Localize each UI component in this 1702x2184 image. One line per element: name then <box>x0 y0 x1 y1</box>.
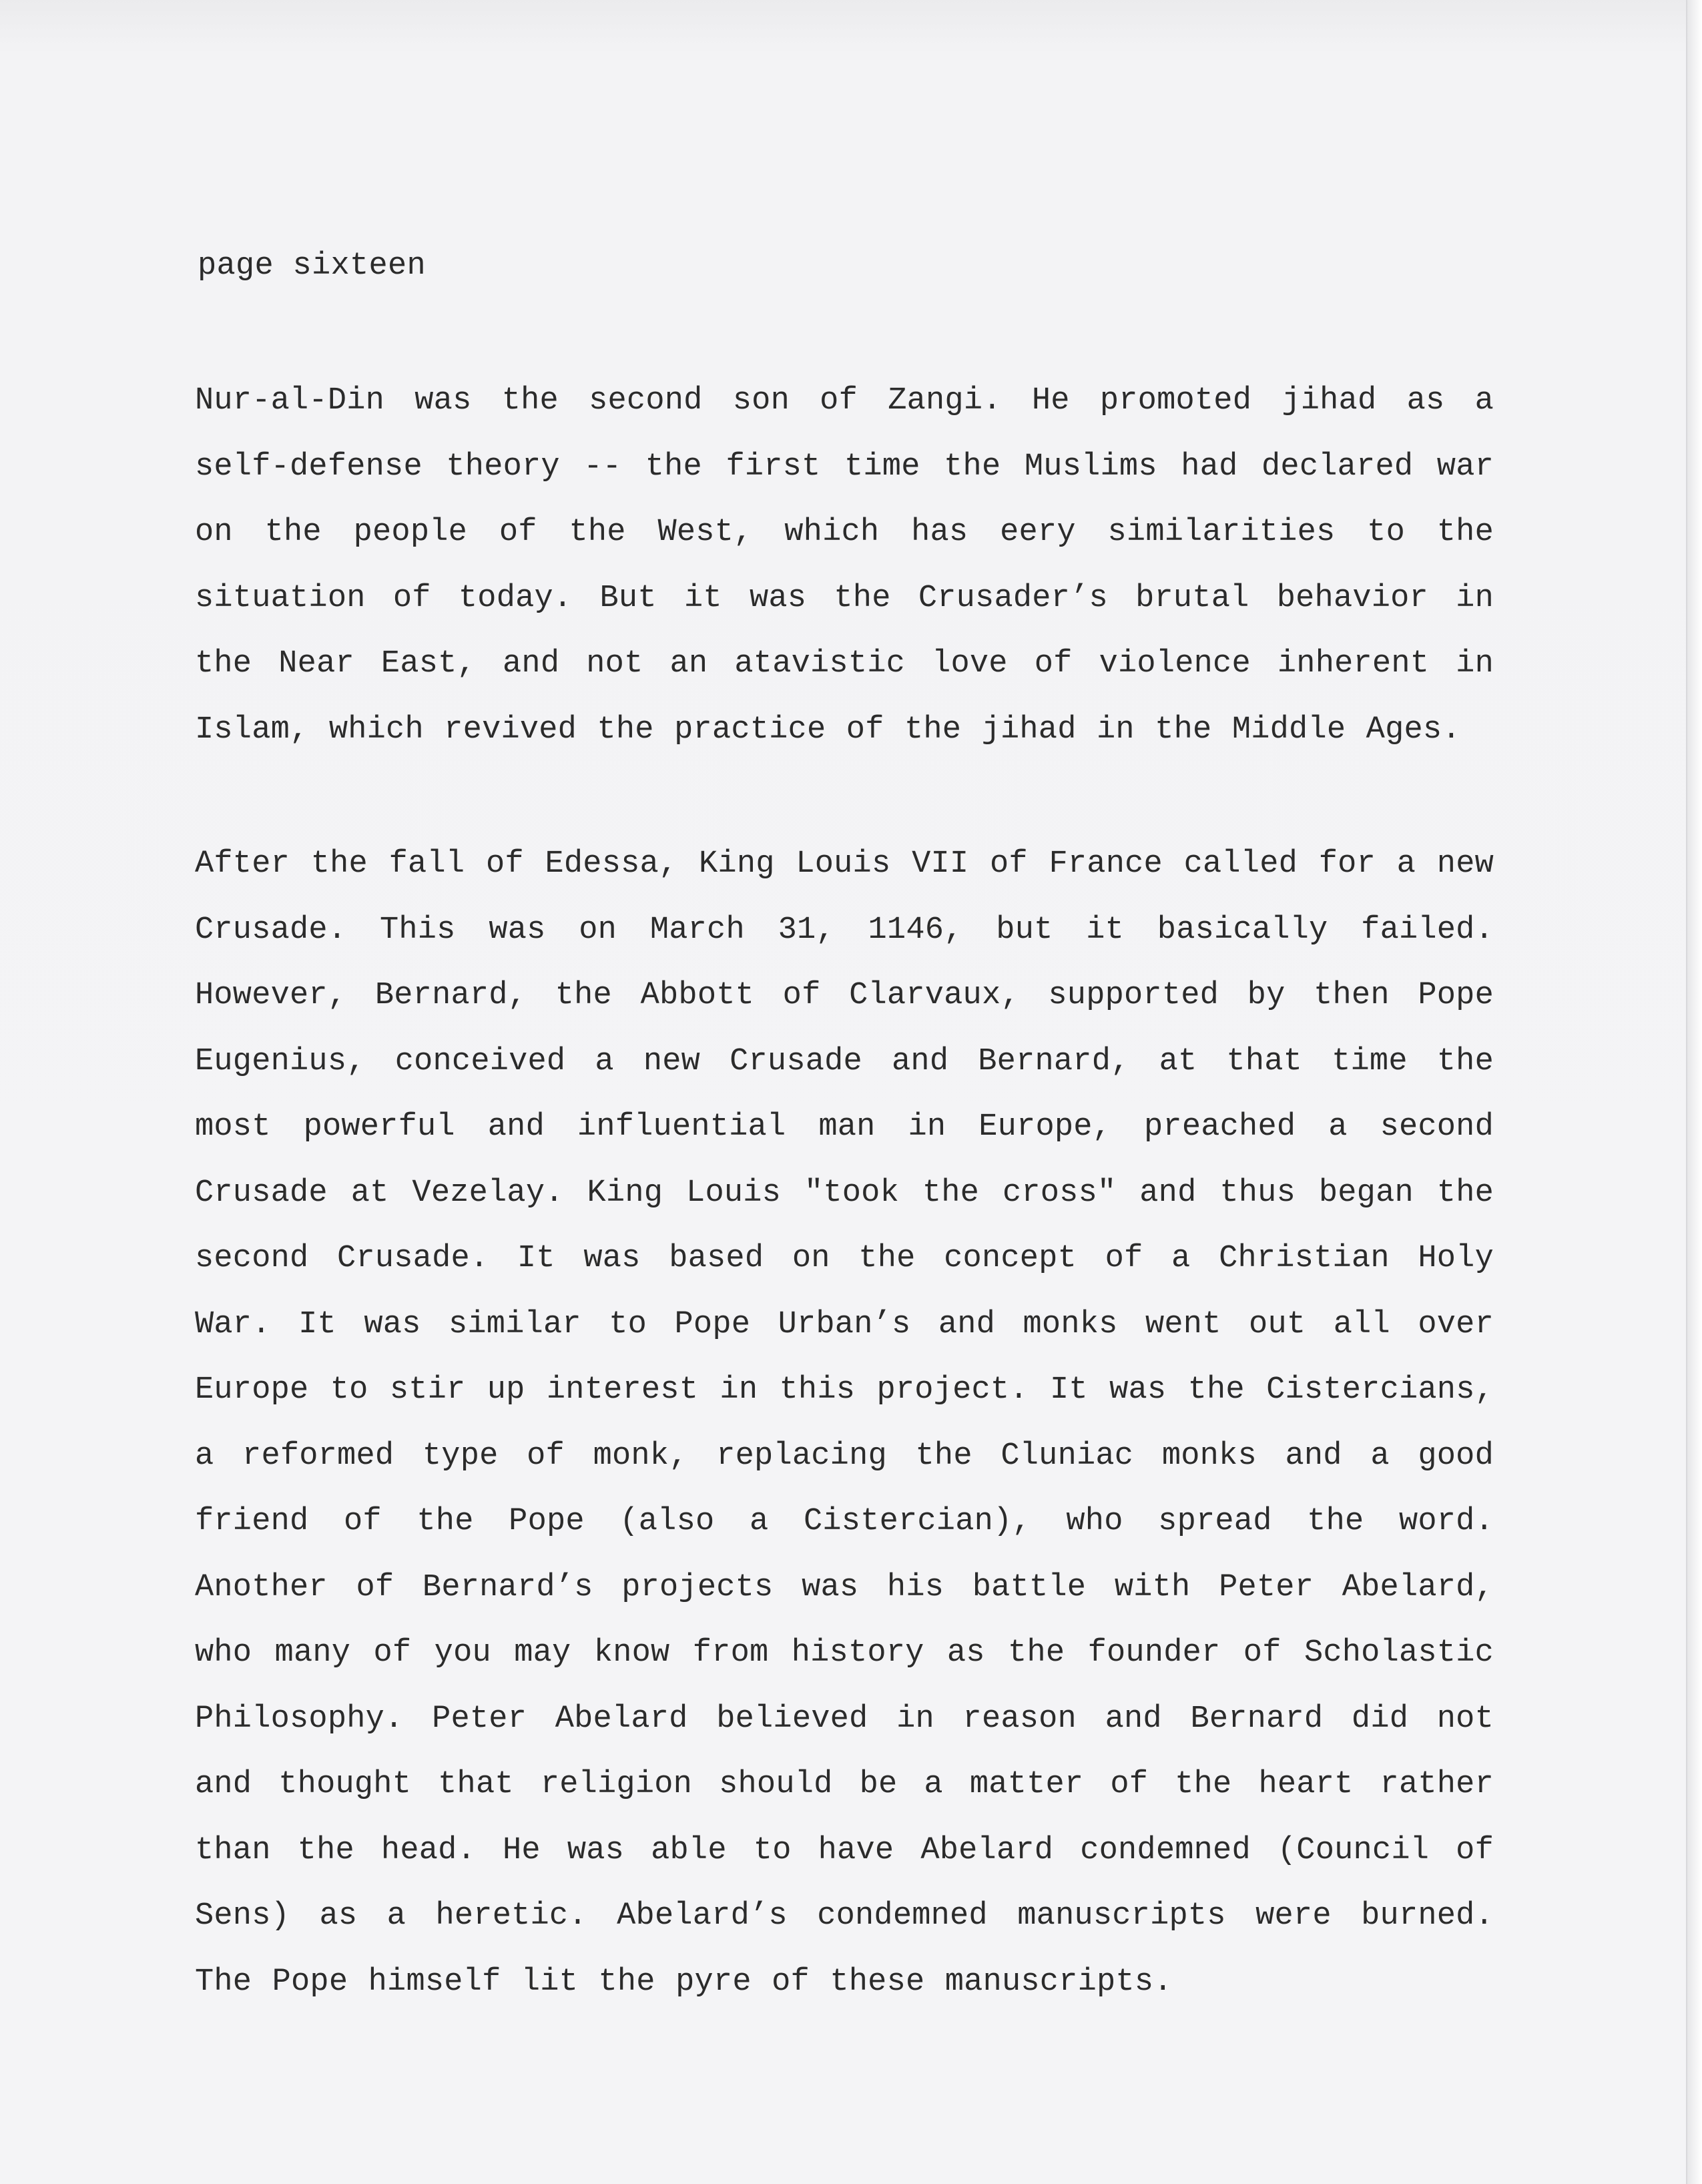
paragraph-nur-al-din: Nur-al-Din was the second son of Zangi. He promoted jihad as a self-defense theory -- the first time the Muslims had declared war on the people of the West, which has eery similarities to the situation of today. But it was the Crusader’s brutal behavior in the Near East, and not an atavistic love of violence inherent in Islam, which revived the practice of the jihad in the Middle Ages. <box>195 383 1494 748</box>
page-header: page sixteen <box>198 248 427 284</box>
paragraph-second-crusade: After the fall of Edessa, King Louis VII of France called for a new Crusade. This was on March 31, 1146, but it basically failed. However, Bernard, the Abbott of Clarvaux, supported by then Pope Eugenius, conceived a new Crusade and Bernard, at that time the most powerful and influential man in Europe, preached a second Crusade at Vezelay. King Louis "took the cross" and thus began the second Crusade. It was based on the concept of a Christian Holy War. It was similar to Pope Urban’s and monks went out all over Europe to stir up interest in this project. It was the Cistercians, a reformed type of monk, replacing the Cluniac monks and a good friend of the Pope (also a Cistercian), who spread the word. Another of Bernard’s projects was his battle with Peter Abelard, who many of you may know from history as the founder of Scholastic Philosophy. Peter Abelard believed in reason and Bernard did not and thought that religion should be a matter of the heart rather than the head. He was able to have Abelard condemned (Council of Sens) as a heretic. Abelard’s condemned manuscripts were burned. The Pope himself lit the pyre of these manuscripts. <box>195 846 1494 2000</box>
paper-edge <box>1686 0 1702 2184</box>
